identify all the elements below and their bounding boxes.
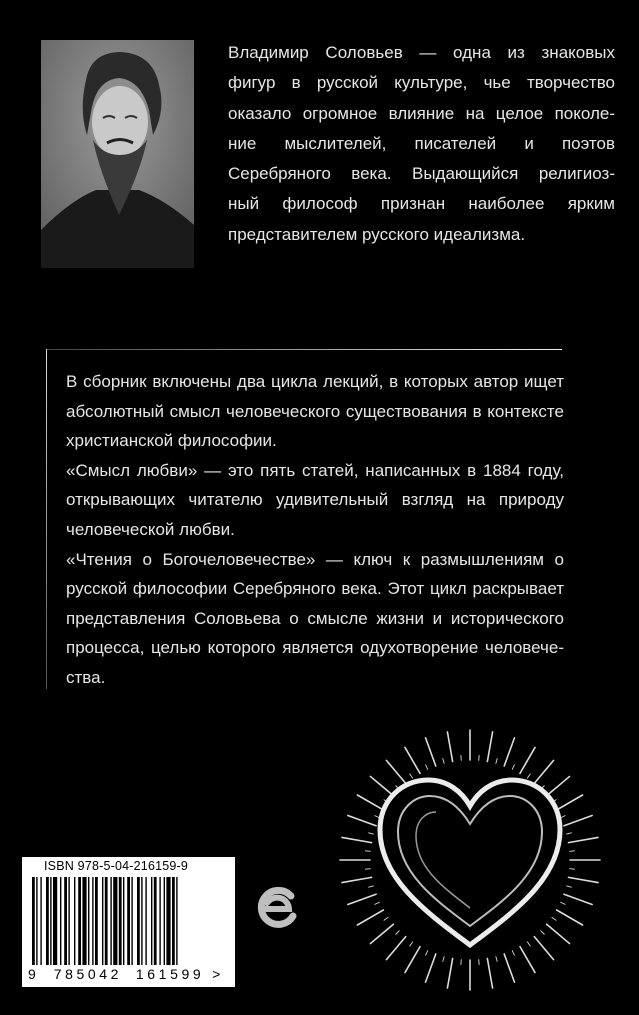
isbn-label: ISBN 978-5-04-216159-9 [44,859,188,873]
barcode-bar [113,877,117,965]
heart-ray [496,759,497,764]
heart-ray [375,816,380,818]
heart-ray [487,732,492,762]
barcode-bar [92,877,93,965]
heart-ray [410,774,413,778]
heart-ray [504,954,514,982]
heart-ray [386,937,405,960]
barcode-bar [164,877,165,965]
heart-ray [504,738,514,766]
heart-ray [375,902,380,904]
heart-ray [534,760,553,783]
barcode-right-digits: 161599 [136,966,204,982]
barcode-bar [102,877,103,965]
heart-ray [496,957,497,962]
heart-ray [541,931,545,935]
barcode-lead-digit: 9 [28,966,36,982]
heart-ray [557,910,583,925]
barcode-digits [28,966,233,982]
heart-ray [443,957,444,962]
heart-ray [370,776,393,795]
heart-ray [447,732,452,762]
barcode-bar [78,877,81,965]
heart-ray [487,958,492,988]
description-line: В сборник включены два цикла лекций, в которых автор ищет [66,367,564,397]
heart-ray [561,816,566,818]
frame-divider-top [46,349,562,350]
heart-ray [396,931,400,935]
barcode-bar [68,877,69,965]
heart-ray [561,902,566,904]
heart-ray [567,886,572,887]
heart-ray [348,816,376,826]
heart-ray [342,837,372,842]
heart-ray [520,747,535,773]
barcode-bar [32,877,35,965]
description-line: процесса, целью которого является одухотворение человече- [66,633,564,663]
description-line: открывающих читателю удивительный взгляд на природу [66,485,564,515]
heart-ray [520,947,535,973]
heart-ray [357,795,383,810]
barcode-bar [127,877,130,965]
heart-ray [410,942,413,946]
barcode-bar [172,877,175,965]
heart-ray [426,951,428,956]
barcode-bar [74,877,75,965]
bio-line: ние мыслителей, писателей и поэтов [228,129,615,159]
author-portrait [41,40,194,268]
author-bio [228,38,615,250]
heart-ray [527,774,530,778]
barcode-bar [176,877,177,965]
heart-ray [369,886,374,887]
barcode-bar [105,877,108,965]
heart-ray [426,954,436,982]
description-line: христианской философии. [66,426,564,456]
heart-ray [357,910,383,925]
description-line: «Смысл любви» — это пять статей, написанных в 1884 году, [66,456,564,486]
barcode-bar [36,877,37,965]
heart-ray [527,942,530,946]
barcode-bar [166,877,170,965]
description-line: ства. [66,663,564,693]
bio-line: Серебряного века. Выдающийся религиоз- [228,159,615,189]
bio-line: оказало огромное влияние на целое поколе- [228,99,615,129]
bio-line: ный философ признан наиболее ярким [228,189,615,219]
heart-ray [348,894,376,904]
heart-ray [552,917,556,920]
barcode-bar [64,877,67,965]
barcode-bar [131,877,132,965]
barcode-bar [159,877,160,965]
barcode-bar [88,877,89,965]
description-line: русской философии Серебряного века. Этот цикл раскрывает [66,574,564,604]
description-line: человеческой любви. [66,515,564,545]
heart-ray [564,894,592,904]
barcode-left-digits: 785042 [54,966,122,982]
barcode-trail-mark: > [212,966,220,982]
heart-ray [567,833,572,834]
barcode-bar [46,877,49,965]
barcode-bar [154,877,157,965]
frame-divider-left [46,349,47,689]
barcode-bar [95,877,98,965]
barcode-bar [82,877,86,965]
heart-ray [512,765,514,770]
heart-ray [426,765,428,770]
heart-ray [405,747,420,773]
bio-line: представителем русского идеализма. [228,220,615,250]
heart-ray [568,877,598,882]
heart-ray [568,837,598,842]
description-line: представления Соловьева о смысле жизни и исторического [66,604,564,634]
heart-ray [447,958,452,988]
heart-ray [564,816,592,826]
barcode-bar [40,877,41,965]
barcode-bar [123,877,124,965]
description-line: «Чтения о Богочеловечестве» — ключ к размышлениям о [66,545,564,575]
heart-ray [384,917,388,920]
bio-line: фигур в русской культуре, чье творчество [228,68,615,98]
bio-line: Владимир Соловьев — одна из знаковых [228,38,615,68]
barcode-bar [151,877,152,965]
eksmo-e-logo [255,885,299,929]
barcode-bar [141,877,142,965]
barcode-bar [145,877,146,965]
barcode-bar [119,877,122,965]
barcode-bar [137,877,140,965]
book-description [66,367,564,693]
heart-ray [426,738,436,766]
heart-ray [547,776,570,795]
heart-ray [534,937,553,960]
heart-ray [512,951,514,956]
heart-ray [369,833,374,834]
barcode-bar [50,877,51,965]
radiant-heart-icon [320,710,620,1010]
barcode-bar [60,877,61,965]
description-line: абсолютный смысл человеческого существования в контексте [66,397,564,427]
heart-ray [386,760,405,783]
isbn-barcode [22,857,235,987]
heart-ray [342,877,372,882]
heart-ray [547,924,570,943]
heart-ray [443,759,444,764]
heart-ray [405,947,420,973]
heart-ray [557,795,583,810]
barcode-bar [53,877,57,965]
barcode-bar [110,877,111,965]
heart-ray [370,924,393,943]
